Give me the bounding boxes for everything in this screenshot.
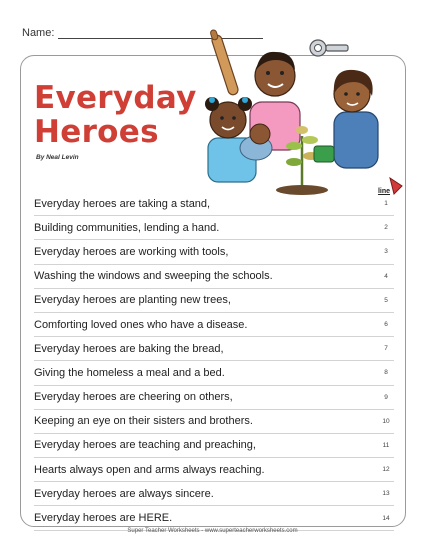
poem-line-text: Everyday heroes are teaching and preaching, [34, 439, 256, 452]
line-number: 8 [384, 369, 388, 377]
line-number: 10 [382, 417, 390, 425]
poem-line-text: Giving the homeless a meal and a bed. [34, 366, 225, 379]
poem-line [34, 434, 394, 458]
name-label: Name: [22, 27, 55, 39]
poem-line-text: Keeping an eye on their sisters and brothers. [34, 415, 253, 428]
girl-with-watering-can-figure [314, 70, 402, 194]
rolling-pin-icon [210, 29, 240, 96]
line-number: 14 [382, 514, 390, 522]
poem-line [34, 337, 394, 361]
heroes-illustration [190, 28, 415, 198]
poem-line [34, 482, 394, 506]
poem-line [34, 506, 394, 530]
wrench-icon [310, 40, 348, 56]
poem-line [34, 386, 394, 410]
poem-line-text: Everyday heroes are working with tools, [34, 245, 229, 258]
poem-line [34, 313, 394, 337]
title-line-1: Everyday [34, 80, 197, 116]
line-number: 1 [384, 200, 388, 208]
poem-line-text: Building communities, lending a hand. [34, 221, 220, 234]
line-number: 4 [384, 272, 388, 280]
poem-line-text: Everyday heroes are HERE. [34, 512, 173, 525]
line-number: 6 [384, 321, 388, 329]
line-number: 13 [382, 490, 390, 498]
line-number: 9 [384, 393, 388, 401]
title-line-2: Heroes [34, 114, 159, 150]
poem-line [34, 361, 394, 385]
line-number: 5 [384, 296, 388, 304]
poem-line-text: Everyday heroes are planting new trees, [34, 294, 231, 307]
poem-line [34, 216, 394, 240]
name-field[interactable] [22, 27, 54, 39]
line-number: 2 [384, 224, 388, 232]
poem-line-text: Comforting loved ones who have a disease. [34, 318, 248, 331]
poem-line-text: Everyday heroes are baking the bread, [34, 342, 224, 355]
poem-line-text: Washing the windows and sweeping the schools. [34, 270, 273, 283]
poem-line-text: Hearts always open and arms always reaching. [34, 463, 265, 476]
poem-line-text: Everyday heroes are taking a stand, [34, 197, 211, 210]
poem-line [34, 240, 394, 264]
poem-line [34, 410, 394, 434]
byline: By Neal Levin [36, 154, 79, 161]
line-number: 3 [384, 248, 388, 256]
poem-line [34, 458, 394, 482]
poem-line [34, 265, 394, 289]
poem-line-text: Everyday heroes are always sincere. [34, 487, 214, 500]
poem-line [34, 289, 394, 313]
poem-line-text: Everyday heroes are cheering on others, [34, 391, 233, 404]
poem-lines [34, 192, 394, 531]
line-number: 11 [382, 441, 390, 449]
poem-line [34, 192, 394, 216]
worksheet-title [34, 81, 197, 149]
line-number: 7 [384, 345, 388, 353]
footer-credit: Super Teacher Worksheets - www.superteacherworksheets.com [127, 528, 298, 534]
line-number-header: line [377, 188, 391, 195]
line-number: 12 [382, 466, 390, 474]
